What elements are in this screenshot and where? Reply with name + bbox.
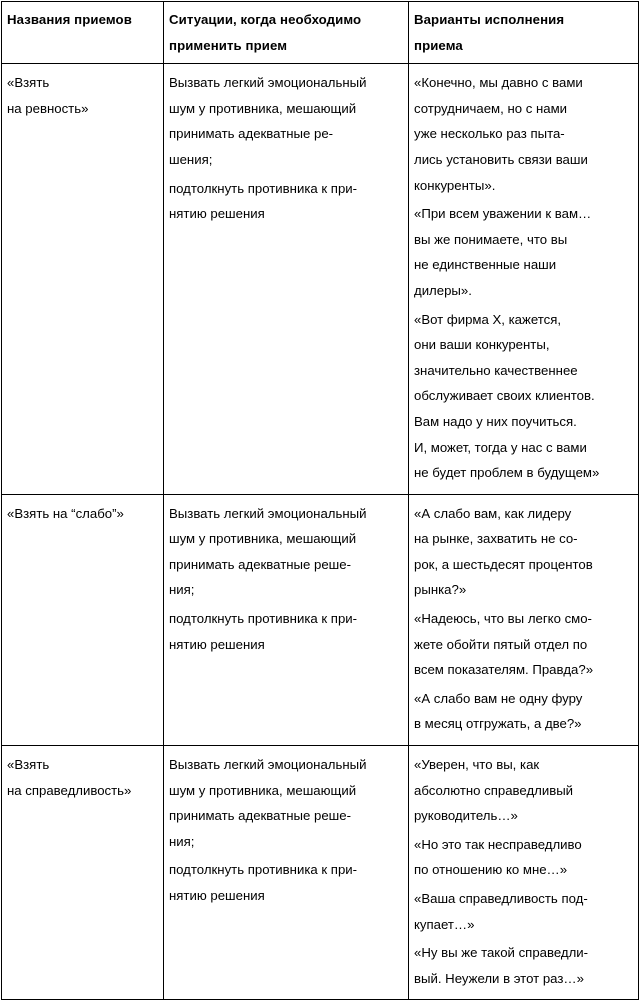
cell-technique-variants	[409, 494, 639, 745]
text-line: вый. Неужели в этот раз…»	[414, 970, 584, 986]
text-line: в месяц отгружать, а две?»	[414, 716, 582, 732]
text-line: лись установить связи ваши	[414, 151, 588, 167]
text-line: нятию решения	[169, 636, 265, 652]
text-line: сотрудничаем, но с нами	[414, 100, 568, 116]
text-paragraph	[414, 940, 633, 991]
text-line: по отношению ко мне…»	[414, 862, 568, 878]
text-line: «Взять на “слабо”»	[7, 505, 124, 521]
text-line: не будет проблем в будущем»	[414, 465, 600, 481]
text-line: ния;	[169, 582, 195, 598]
technique-situation-paragraphs	[169, 70, 403, 227]
cell-technique-name	[2, 494, 164, 745]
text-line: нятию решения	[169, 206, 265, 222]
text-line: принимать адекватные реше-	[169, 808, 351, 824]
text-paragraph	[414, 606, 633, 683]
column-header-situation-lines	[169, 7, 403, 58]
text-line: «Ну вы же такой справедли-	[414, 945, 589, 961]
text-line: всем показателям. Правда?»	[414, 662, 594, 678]
text-paragraph	[414, 832, 633, 883]
technique-name-lines	[7, 70, 158, 121]
text-line: «Уверен, что вы, как	[414, 757, 540, 773]
text-line: они ваши конкуренты,	[414, 337, 550, 353]
text-line: абсолютно справедливый	[414, 782, 574, 798]
table-header-row	[2, 2, 639, 64]
text-line: «А слабо вам не одну фуру	[414, 690, 583, 706]
text-line: «При всем уважении к вам…	[414, 206, 592, 222]
text-line: ния;	[169, 833, 195, 849]
table-row	[2, 494, 639, 745]
text-line: обслуживает своих клиентов.	[414, 388, 595, 404]
technique-variants-paragraphs	[414, 501, 633, 737]
text-line: принимать адекватные реше-	[169, 556, 351, 572]
text-line: на рынке, захватить не со-	[414, 531, 578, 547]
text-line: руководитель…»	[414, 808, 518, 824]
text-line: на справедливость»	[7, 782, 132, 798]
technique-situation-paragraphs	[169, 752, 403, 909]
text-paragraph	[414, 501, 633, 603]
text-line: шум у противника, мешающий	[169, 782, 357, 798]
text-paragraph	[169, 176, 403, 227]
text-line: уже несколько раз пыта-	[414, 126, 565, 142]
cell-technique-variants	[409, 746, 639, 1000]
text-paragraph	[169, 752, 403, 854]
text-line: принимать адекватные ре-	[169, 126, 334, 142]
table-row	[2, 64, 639, 495]
text-paragraph	[414, 70, 633, 198]
text-line: вы же понимаете, что вы	[414, 231, 568, 247]
text-paragraph	[414, 686, 633, 737]
text-line: на ревность»	[7, 100, 89, 116]
text-line: Ситуации, когда необходимо	[169, 12, 362, 27]
text-line: Вызвать легкий эмоциональный	[169, 75, 367, 91]
cell-technique-situation	[164, 746, 409, 1000]
text-line: нятию решения	[169, 888, 265, 903]
text-line: «Вот фирма Х, кажется,	[414, 311, 562, 327]
text-line: жете обойти пятый отдел по	[414, 636, 588, 652]
technique-name-lines	[7, 501, 158, 527]
column-header-name	[2, 2, 164, 64]
text-paragraph	[414, 886, 633, 937]
cell-technique-name	[2, 746, 164, 1000]
text-line: И, может, тогда у нас с вами	[414, 439, 587, 455]
cell-technique-name	[2, 64, 164, 495]
text-paragraph	[169, 857, 403, 908]
cell-technique-variants	[409, 64, 639, 495]
text-paragraph	[414, 752, 633, 829]
text-line: «Надеюсь, что вы легко смо-	[414, 611, 592, 627]
table-body	[2, 64, 639, 1000]
technique-variants-paragraphs	[414, 752, 633, 991]
table-header	[2, 2, 639, 64]
text-line: «Ваша справедливость под-	[414, 891, 588, 906]
text-line: применить прием	[169, 37, 288, 53]
text-line: приема	[414, 37, 463, 53]
text-line: подтолкнуть противника к при-	[169, 611, 358, 627]
text-line: «Конечно, мы давно с вами	[414, 75, 583, 91]
column-header-variants	[409, 2, 639, 64]
column-header-variants-lines	[414, 7, 633, 58]
text-line: Названия приемов	[7, 12, 132, 27]
text-line: Вам надо у них поучиться.	[414, 413, 577, 429]
text-paragraph	[169, 70, 403, 172]
techniques-table	[1, 1, 639, 1000]
text-line: подтолкнуть противника к при-	[169, 180, 358, 196]
text-line: конкуренты».	[414, 177, 496, 193]
text-line: подтолкнуть противника к при-	[169, 862, 358, 878]
text-paragraph	[414, 201, 633, 303]
text-line: шум у противника, мешающий	[169, 531, 357, 547]
text-line: «Взять	[7, 757, 50, 773]
text-line: «Но это так несправедливо	[414, 836, 582, 852]
text-line: дилеры».	[414, 282, 472, 298]
text-paragraph	[169, 606, 403, 657]
text-line: «Взять	[7, 75, 50, 91]
text-line: «А слабо вам, как лидеру	[414, 505, 572, 521]
column-header-name-lines	[7, 7, 158, 33]
text-line: купает…»	[414, 916, 475, 932]
text-line: не единственные наши	[414, 257, 557, 273]
cell-technique-situation	[164, 64, 409, 495]
technique-variants-paragraphs	[414, 70, 633, 486]
text-line: рынка?»	[414, 582, 467, 598]
text-line: шения;	[169, 151, 213, 167]
cell-technique-situation	[164, 494, 409, 745]
text-line: шум у противника, мешающий	[169, 100, 357, 116]
text-line: Вызвать легкий эмоциональный	[169, 757, 367, 773]
table-row	[2, 746, 639, 1000]
document-page	[0, 1, 640, 986]
text-paragraph	[414, 307, 633, 486]
technique-name-lines	[7, 752, 158, 803]
text-line: Вызвать легкий эмоциональный	[169, 505, 367, 521]
text-line: рок, а шестьдесят процентов	[414, 556, 593, 572]
column-header-situation	[164, 2, 409, 64]
text-line: значительно качественнее	[414, 362, 578, 378]
text-paragraph	[169, 501, 403, 603]
text-line: Варианты исполнения	[414, 12, 565, 27]
technique-situation-paragraphs	[169, 501, 403, 658]
